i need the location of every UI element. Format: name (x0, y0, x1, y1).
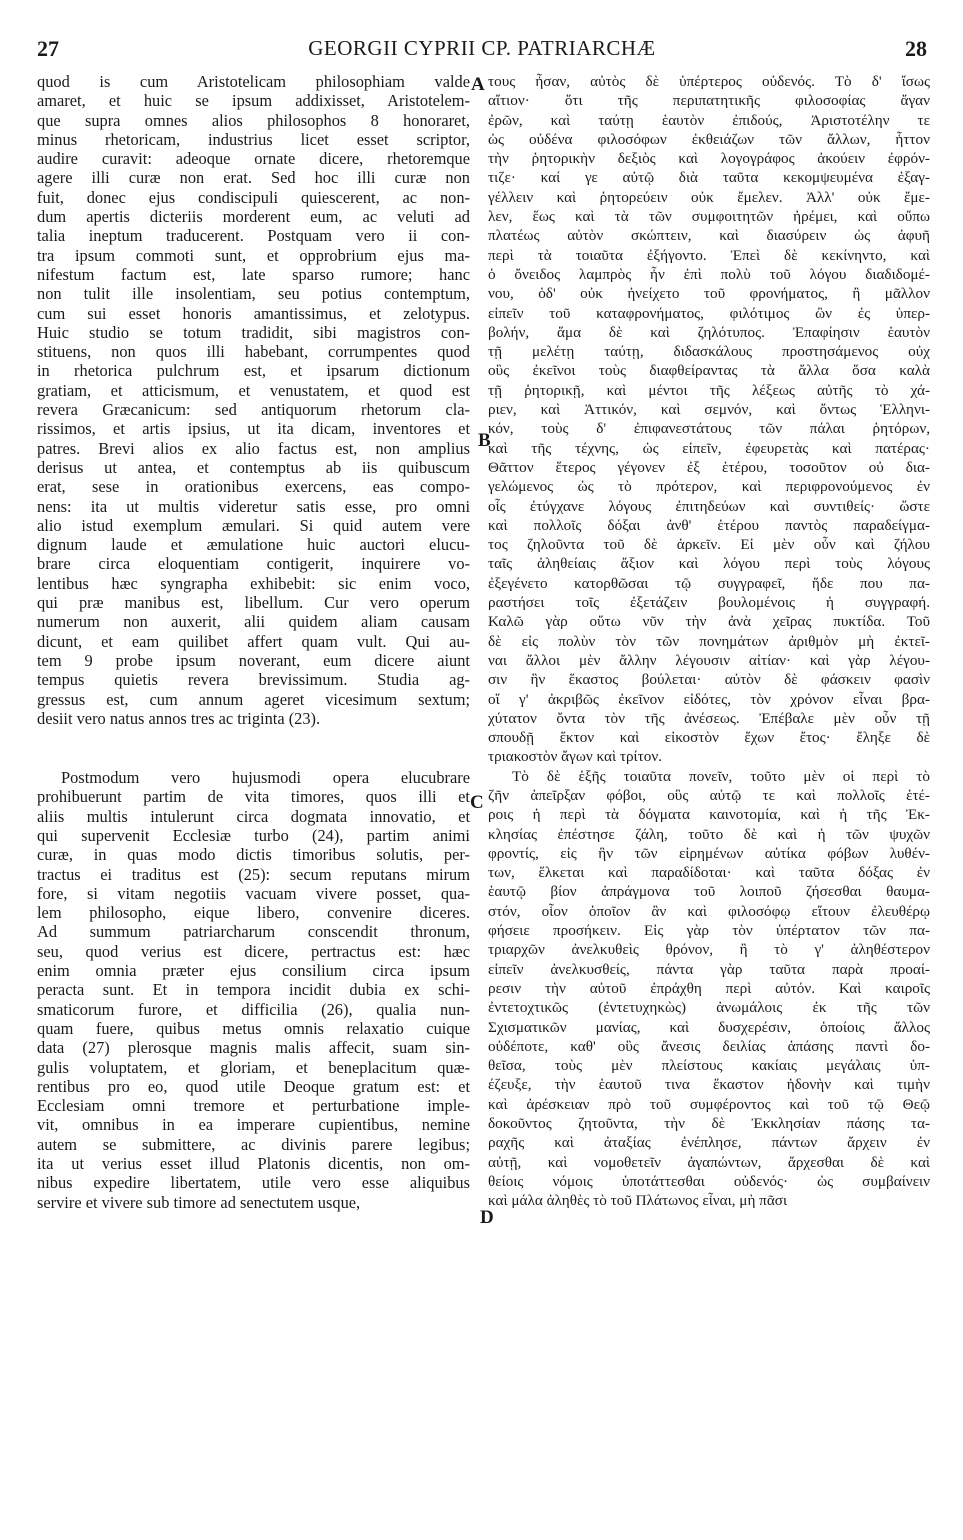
text-line: γέλλειν καὶ ῥητορεύειν οὐκ ἔμελεν. Ἀλλ' οὐκ ἔμε- (488, 188, 930, 206)
text-line: Σχισματικῶν μανίας, καὶ δυσχερέσιν, ὁποίοις ἄλλος (488, 1018, 930, 1036)
text-line: talia ineptum traducerent. Postquam vero ii con- (37, 226, 470, 246)
text-line: vit, omnibus in ea imperare cupientibus, nemine (37, 1115, 470, 1135)
text-line: ὁ ὄνειδος λαμπρὸς ἦν ἐπὶ πολὺ τοῦ λόγου διαδιδομέ- (488, 265, 930, 283)
text-line: ναι ἄλλοι μὲν ἄλλην λέγουσιν αἰτίαν· καὶ γὰρ λέγου- (488, 651, 930, 669)
text-line: πλατέως αὐτὸν σκώπτειν, καὶ διασύρειν ὡς ἀφυῆ (488, 227, 930, 245)
text-line: seu, quod verius est dicere, pertractus est: hæc (37, 941, 470, 961)
text-line: οἷς ἐτύγχανε λόγους ἐπιτηδεύων καὶ συντιθείς· ὥστε (488, 497, 930, 515)
text-line: lem philosopho, eique libero, convenire diceres. (37, 903, 470, 923)
text-line: quam fuere, quibus metus omnis relaxatio cuique (37, 1018, 470, 1038)
text-line: erat, sese in orationibus exercens, eas compo- (37, 477, 470, 497)
text-line: ζῆν ἀπεῖρξαν φόβοι, οὓς αὐτῷ τε καὶ πολλοῖς ἑτέ- (488, 786, 930, 804)
margin-marker-a: A (471, 74, 485, 95)
text-line: Τὸ δὲ ἑξῆς τοιαῦτα πονεῖν, τοῦτο μὲν οἱ περὶ τὸ (512, 767, 930, 785)
text-line: stituens, non quos illi habebant, corrumpentes quod (37, 342, 470, 362)
text-line: desiit vero natus annos tres ac triginta (23). (37, 708, 321, 728)
margin-marker-c: C (470, 792, 484, 813)
text-line: φροντίς, εἰς ἣν τῶν εἰρημένων αὐτίκα φόβων λυθέν- (488, 844, 930, 862)
text-line: revera Græcanicum: sed antiquorum rhetorum cla- (37, 400, 470, 420)
text-line: tempus quietis revera brevissimum. Studia ag- (37, 670, 470, 690)
text-line: data (27) plerosque magnis malis affecit, suam sin- (37, 1038, 470, 1058)
text-line: οἵ γ' ἀκριβῶς ἐκεῖνον εἰδότες, τὸν χρόνον εἶναι βρα- (488, 690, 930, 708)
greek-paragraph-2 (488, 767, 930, 1211)
text-line: θεῖσα, τοὺς μὲν πλείστους κακίαις μεγάλαις ὑπ- (488, 1057, 930, 1075)
text-line: qui præ manibus est, libellum. Cur vero operum (37, 593, 470, 613)
text-line: ἐντετοχτικῶς (ἐντετυχηκὼς) ἀνωμάλοις ἐκ τῆς τῶν (488, 999, 930, 1017)
text-line: smaticorum furore, et difficilia (26), qualia nun- (37, 999, 470, 1019)
text-line: rissimos, et artis ipsius, ut ita dicam, inventores et (37, 419, 470, 439)
latin-paragraph-1 (37, 72, 470, 728)
text-line: τους ἦσαν, αὐτὸς δὲ ὑπέρτερος οὐδενός. Τὸ δ' ἴσως (488, 73, 930, 90)
text-line: aliis multis intulerunt circa dogmata innovatio, et (37, 806, 470, 826)
text-line: τῇ ῥητορικῇ, καὶ μέντοι τῆς λέξεως αὐτῆς τὸ χά- (488, 381, 930, 399)
text-line: θείοις νόμοις ὑποτάττεσθαι οὐδενός· ὡς συμβαίνειν (488, 1172, 930, 1190)
text-line: οὐδέποτε, καθ' οὓς ἄνεσις δειλίας ἁπάσης παντὶ δο- (488, 1037, 930, 1055)
text-line: Ecclesiam omni tremore et perturbatione imple- (37, 1096, 470, 1116)
page-header (37, 36, 927, 64)
text-line: gressus est, cum annum ageret vicesimum sextum; (37, 689, 470, 709)
text-line: χύτατον ὄντα τὸν τῆς ἀνέσεως. Ἐπέβαλε μὲν οὖν τῇ (488, 709, 930, 727)
text-line: peracta sunt. Et in tempora incidit dubia ex schi- (37, 980, 470, 1000)
text-line: Καλῶ γὰρ οὕτω νῦν τὴν ἀνὰ χεῖρας πυκτίδα. Τοῦ (488, 613, 930, 631)
text-line: Ad summum patriarcharum conscendit thronum, (37, 922, 470, 942)
text-line: ἐρῶν, καὶ ταύτῃ ἑαυτὸν ἐπιδούς, Ἀριστοτέλην τε (488, 111, 930, 129)
text-line: ραχῆς καὶ ἀταξίας ἐνέπλησε, πάντων ἄρχειν ἐν (488, 1134, 930, 1152)
text-line: numerum non auxerit, alii quidem aliam causam (37, 612, 470, 632)
text-line: δοκοῦντος ζητοῦντα, τὴν δὲ Ἐκκλησίαν πάσης τα- (488, 1115, 930, 1133)
text-line: καὶ ἀρέσκειαν πρὸ τοῦ συμφέροντος καὶ τοῦ τῷ Θεῷ (488, 1095, 930, 1113)
text-line: agere illi curæ non erat. Sed hoc illi curæ non (37, 168, 470, 188)
text-line: ὡς οὐδένα φιλοσόφων ἐκθειάζων τῶν ἄλλων, ἧττον (488, 130, 930, 148)
text-line: cum sui esset honoris amantissimus, et zelotypus. (37, 303, 470, 323)
text-line: τιζε· καί γε αὐτῷ διὰ ταῦτα κεκομψευμένα ἐξαγ- (488, 169, 930, 187)
text-line: quod is cum Aristotelicam philosophiam valde (37, 72, 470, 91)
text-line: gratiam, et atticismum, et venustatem, et quod est (37, 380, 470, 400)
text-line: στόν, οἷον ὁποῖον ἂν καὶ φιλοσόφῳ εἴτουν ἐλευθέρῳ (488, 902, 930, 920)
text-line: των, ἕλκεται καὶ παραδίδοται· καὶ ταῦτα δόξας ἐν (488, 864, 930, 882)
text-line: κόν, τοὺς δ' ἐπιφανεστάτους τῶν πάλαι ῥητόρων, (488, 420, 930, 438)
text-line: λεν, ἕως καὶ τὰ τῶν συμφοιτητῶν ἠρέμει, καὶ οὔπω (488, 208, 930, 226)
text-line: dignum laude et æmulatione huic auctori elucu- (37, 535, 470, 555)
text-line: τῇ μελέτῃ ταύτῃ, διδασκάλους προστησάμενος οὐχ (488, 343, 930, 361)
text-line: εἰπεῖν τοῦ καταφρονήματος, φιλότιμος ὢν ἐς ὑπερ- (488, 304, 930, 322)
text-line: nifestum factum est, late sparso rumore; hanc (37, 264, 470, 284)
page-number-left: 27 (37, 36, 59, 61)
text-line: ρεσιν τὴν αὐτοῦ ἐπράχθη περὶ αὐτόν. Καὶ καιροῖς (488, 979, 930, 997)
text-line: que supra omnes alios philosophos 8 honoraret, (37, 110, 470, 130)
text-line: tractus ei traditus est (25): secum reputans mirum (37, 864, 470, 884)
text-line: Postmodum vero hujusmodi opera elucubrare (61, 768, 470, 788)
text-line: amaret, et huic se ipsum addixisset, Aristotelem- (37, 91, 470, 111)
text-line: ταῖς ἀληθείαις ἄξιον καὶ λόγου περὶ τοὺς λόγους (488, 555, 930, 573)
text-line: patres. Brevi alios ex alio factus est, non amplius (37, 438, 470, 458)
text-line: έζευξε, τὴν ἑαυτοῦ τινα ἕκαστον ἡδονὴν καὶ τιμὴν (488, 1076, 930, 1094)
text-line: gulis voluptatem, et gloriam, et beneplacitum quæ- (37, 1057, 470, 1077)
greek-paragraph-1 (488, 72, 930, 767)
text-line: τριακοστὸν ἄγων καὶ τρίτον. (488, 748, 663, 766)
text-line: derisus ut antea, et contemptus ab iis quibuscum (37, 457, 470, 477)
text-line: γελώμενος ὡς τὸ πρότερον, καὶ περιφρονούμενος ἐν (488, 478, 930, 496)
text-line: κλησίας ἐπέστησε ζάλη, τοῦτο δὲ καὶ ἡ τῶν ψυχῶν (488, 825, 930, 843)
page-number-right: 28 (905, 36, 927, 61)
text-line: tem 9 probe ipsum noverant, eum dicere aiunt (37, 650, 470, 670)
text-line: ραστήσει τοῖς ἐξετάζειν βουλομένοις ἡ συγγραφή. (488, 594, 930, 612)
text-line: fuit, donec ejus condiscipuli quiescerent, ac non- (37, 187, 470, 207)
text-line: nibus expedire libertatem, utile vero esse aliquibus (37, 1173, 470, 1193)
text-line: περὶ τὰ τοιαῦτα ἐξήγοντο. Ἐπεὶ δὲ κεκίνηντο, καὶ (488, 246, 930, 264)
text-line: τος ζηλοῦντα τοῦ δὲ ἀρκεῖν. Εἰ μὲν οὖν καὶ ζήλου (488, 536, 930, 554)
margin-marker-b: B (478, 430, 491, 451)
text-line: καὶ πολλοῖς δόξαι ἀνθ' ἑτέρου παντὸς παραδείγμα- (488, 516, 930, 534)
text-line: qui supervenit Ecclesiæ turbo (24), partim animi (37, 825, 470, 845)
running-title: GEORGII CYPRII CP. PATRIARCHÆ (308, 36, 656, 60)
text-line: servire et vivere sub timore ad senectutem usque, (37, 1192, 361, 1212)
text-line: αὐτῇ, καὶ νομοθετεῖν ἀγαπώντων, ἄρχεσθαι δὲ καὶ (488, 1153, 930, 1171)
text-line: ριεν, καὶ Ἀττικόν, καὶ σεμνόν, καὶ ὄντως Ἑλληνι- (488, 401, 930, 419)
text-line: τριαρχῶν ἀνελκυθεὶς θρόνον, ἢ τὸ γ' ἀληθέστερον (488, 941, 930, 959)
text-line: in rhetorica pulchrum est, et ipsarum dictionum (37, 361, 470, 381)
margin-marker-d: D (480, 1207, 494, 1228)
text-line: ἑαυτῷ βίον ἀπράγμονα τοῦ λοιποῦ ζήσεσθαι θαυμα- (488, 883, 930, 901)
text-line: fore, si vitam negotiis vacuam vivere posset, qua- (37, 883, 470, 903)
text-line: σπουδῇ ἕκτον καὶ εἰκοστὸν ἔχων ἔτος· ἔληξε δὲ (488, 729, 930, 747)
text-line: autem se submittere, ac divinis parere legibus; (37, 1134, 470, 1154)
text-line: curæ, in quas modo dictis timoribus solutis, per- (37, 845, 470, 865)
text-line: ἐξεγένετο κατορθῶσαι τῷ συγγραφεῖ, ἥδε που πα- (488, 574, 930, 592)
text-line: nens: ita ut multis videretur satis esse, pro omni (37, 496, 470, 516)
text-line: αἴτιον· ὅτι τῆς περιπατητικῆς φιλοσοφίας ἄγαν (488, 92, 930, 110)
text-line: rentibus pro eo, quod utile Deoque gratum est: et (37, 1076, 470, 1096)
text-line: brare circa eloquentiam contigerit, inquirere vo- (37, 554, 470, 574)
text-line: καὶ μάλα ἀληθὲς τὸ τοῦ Πλάτωνος εἶναι, μὴ πᾶσι (488, 1192, 788, 1210)
greek-column (488, 72, 930, 1211)
text-line: νου, ὁδ' οὐκ ἠνείχετο τοῦ φρονήματος, ἢ μᾶλλον (488, 285, 930, 303)
text-line: non tulit ille insolentiam, seu potius contemptum, (37, 284, 470, 304)
latin-column (37, 72, 470, 1212)
text-line: tra ipsum commoti sunt, et opprobrium ejus ma- (37, 245, 470, 265)
text-line: enim omnia præter ejus consilium circa ipsum (37, 961, 470, 981)
text-line: σιν ἣν ἕκαστος βούλεται· αὐτὸν δὲ φάσκειν φασὶν (488, 671, 930, 689)
text-line: audire curavit: adeoque ornate dicere, rhetoremque (37, 149, 470, 169)
text-line: prohibuerunt partim de vita timores, quos illi et (37, 787, 470, 807)
text-line: minus rhetoricam, industrius licet esset scriptor, (37, 129, 470, 149)
text-line: ροις ἡ περὶ τὰ δόγματα καινοτομία, καὶ ἡ τῆς Ἐκ- (488, 806, 930, 824)
text-line: καὶ τῆς τέχνης, ὡς εἰπεῖν, ἐφευρετὰς καὶ πατέρας· (488, 439, 930, 457)
text-line: alio istud exemplum æmulari. Si quid autem vere (37, 515, 470, 535)
text-line: dum apertis dicteriis morderent eum, ac veluti ad (37, 207, 470, 227)
text-line: Huic studio se totum tradidit, sibi magistros con- (37, 322, 470, 342)
text-line: dicunt, et eam quilibet affert quam vult. Qui au- (37, 631, 470, 651)
text-line: lentibus hæc syngrapha exhibebit: sic enim voco, (37, 573, 470, 593)
text-line: Θᾶττον ἕτερος γέγονεν ἐξ ἑτέρου, τοσοῦτον οὐ δια- (488, 458, 930, 476)
latin-paragraph-2 (37, 768, 470, 1212)
text-line: τὴν ῥητορικὴν δεξιὸς καὶ λογογράφος ἀκούειν ἐφρόν- (488, 150, 930, 168)
text-line: βολήν, ἅμα δὲ καὶ ζηλότυπος. Ἐπαφίησιν ἑαυτὸν (488, 323, 930, 341)
text-line: δὲ εἰς πολὺν τὸν τῶν πονημάτων ἀριθμὸν μὴ ἐκτεῖ- (488, 632, 930, 650)
text-line: οὓς ἐκεῖνοι τοὺς διαφθείραντας τὰ ἄλλα ὅσα καλὰ (488, 362, 930, 380)
text-line: εἰπεῖν ἀνελκυσθείς, πάντα γὰρ ταῦτα παρὰ προαί- (488, 960, 930, 978)
text-line: ita ut verius esset illud Platonis dicentis, non om- (37, 1154, 470, 1174)
text-line: φήσειε προσήκειν. Εἰς γὰρ τὸν ὑπέρτατον τῶν πα- (488, 922, 930, 940)
